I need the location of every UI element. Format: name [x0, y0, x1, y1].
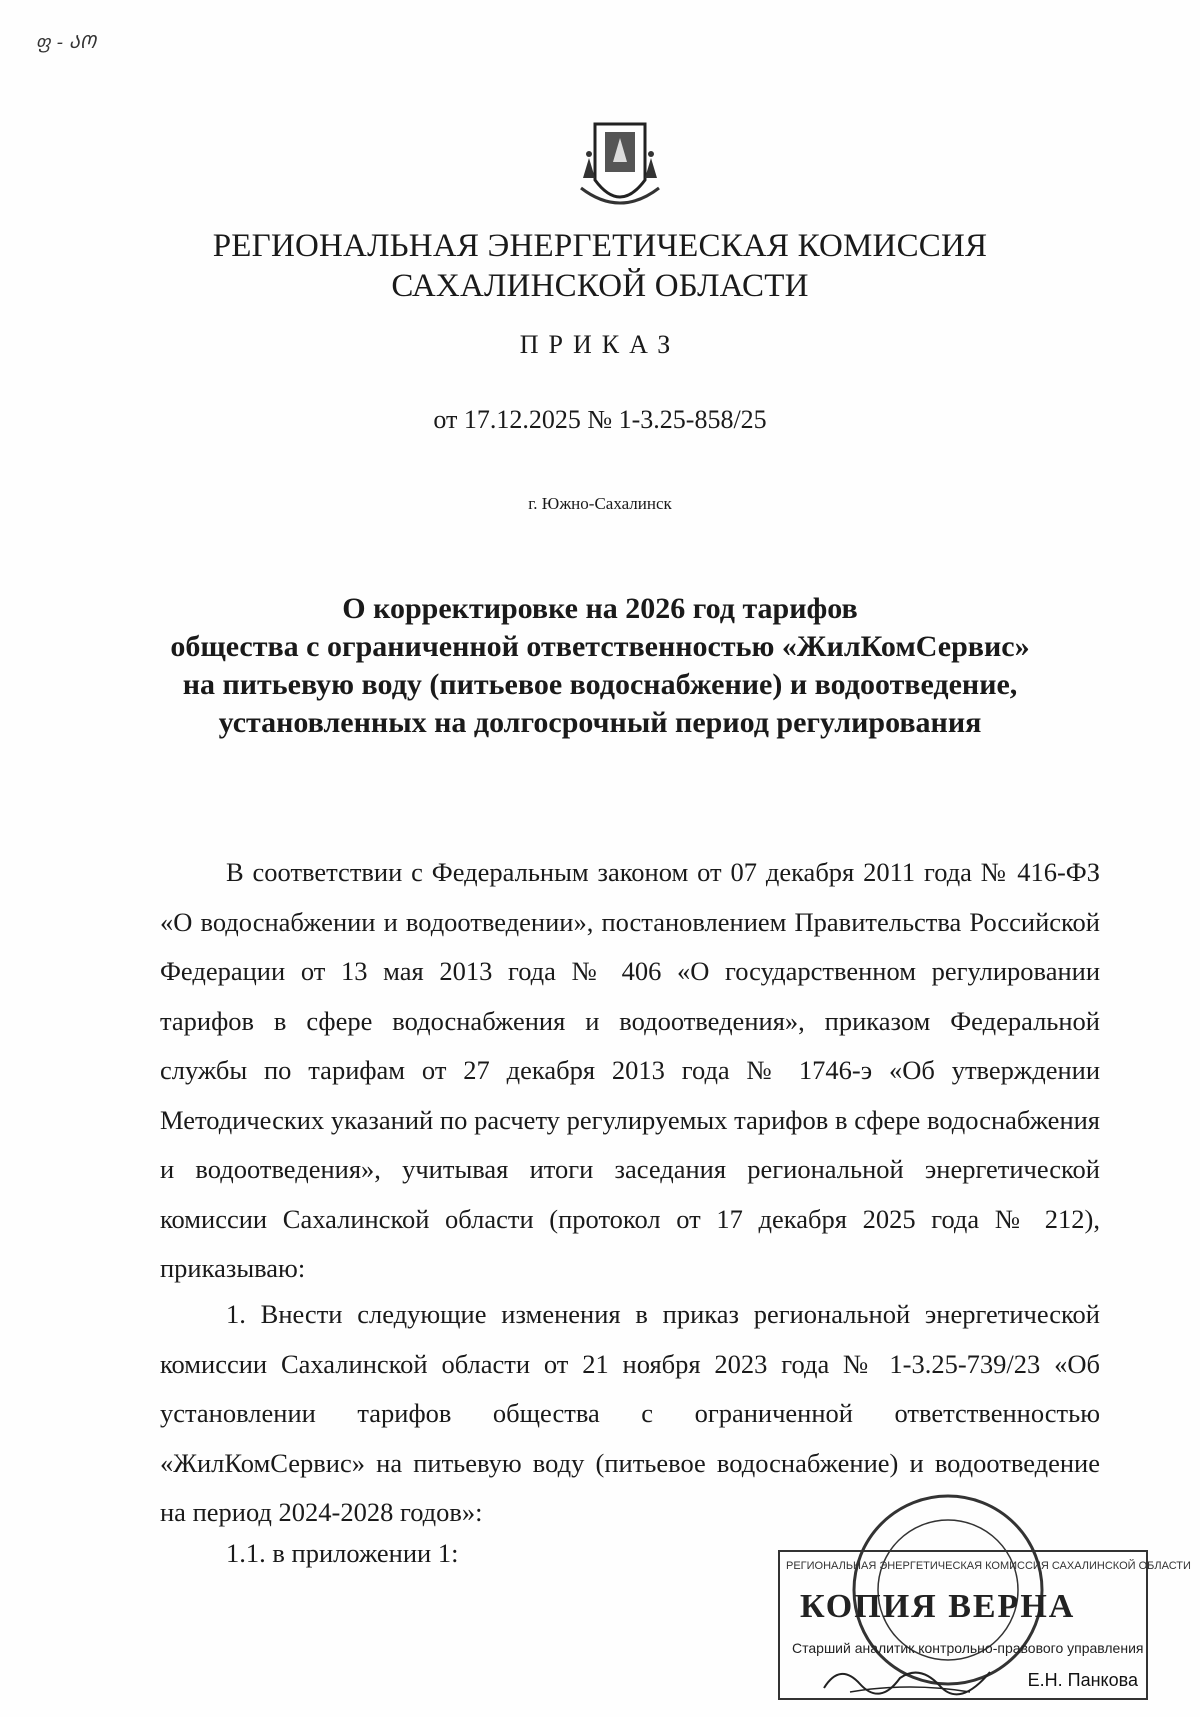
- handwritten-corner-mark: ფ - ᲐᲝ: [36, 32, 96, 53]
- document-city: г. Южно-Сахалинск: [528, 494, 672, 513]
- document-type: ПРИКАЗ: [519, 330, 681, 359]
- signature-icon: [820, 1658, 1010, 1698]
- stamp-signer-name: Е.Н. Панкова: [1027, 1670, 1138, 1690]
- stamp-main-text: КОПИЯ ВЕРНА: [800, 1588, 1076, 1625]
- document-number: от 17.12.2025 № 1-3.25-858/25: [433, 405, 767, 434]
- coat-of-arms-icon: [575, 118, 665, 218]
- org-line-1: РЕГИОНАЛЬНАЯ ЭНЕРГЕТИЧЕСКАЯ КОМИССИЯ: [212, 228, 988, 264]
- body-paragraph-2: 1. Внести следующие изменения в приказ региональной энергетической комиссии Сахалинской области от 21 ноября 2023 года № 1-3.25-739/23 «Об установлении тарифов общества с ограниченной ответственностью «ЖилКомСервис» на питьевую воду (питьевое водоснабжение) и водоотведение на период 2024-2028 годов»:: [160, 1299, 1100, 1527]
- stamp-role-text: Старший аналитик контрольно-правового управления: [792, 1640, 1144, 1656]
- stamp-org-text: РЕГИОНАЛЬНАЯ ЭНЕРГЕТИЧЕСКАЯ КОМИССИЯ САХАЛИНСКОЙ ОБЛАСТИ: [786, 1560, 1191, 1572]
- organization-name: [0, 226, 1200, 306]
- body-paragraph-1: В соответствии с Федеральным законом от 07 декабря 2011 года № 416-ФЗ «О водоснабжении и водоотведении», постановлением Правительства Российской Федерации от 13 мая 2013 года № 406 «О государственном регулировании тарифов в сфере водоснабжения и водоотведения», приказом Федеральной службы по тарифам от 27 декабря 2013 года № 1746-э «Об утверждении Методических указаний по расчету регулируемых тарифов в сфере водоснабжения и водоотведения», учитывая итоги заседания региональной энергетической комиссии Сахалинской области (протокол от 17 декабря 2025 года № 212), приказываю:: [160, 857, 1100, 1283]
- document-title: [0, 590, 1200, 742]
- org-line-2: САХАЛИНСКОЙ ОБЛАСТИ: [391, 268, 809, 304]
- certification-stamp: [778, 1490, 1191, 1712]
- stamp-box: [778, 1550, 1191, 1700]
- body-paragraph-3: 1.1. в приложении 1:: [226, 1538, 459, 1568]
- title-line-3: на питьевую воду (питьевое водоснабжение) и водоотведение,: [182, 668, 1018, 701]
- title-line-1: О корректировке на 2026 год тарифов: [342, 592, 858, 625]
- title-line-2: общества с ограниченной ответственностью «ЖилКомСервис»: [170, 630, 1030, 663]
- title-line-4: установленных на долгосрочный период регулирования: [218, 706, 982, 739]
